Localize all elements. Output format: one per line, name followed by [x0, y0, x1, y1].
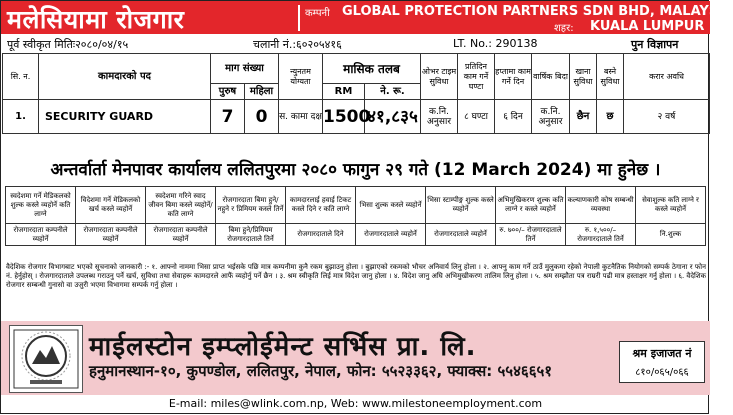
cost-header: विदेशमा गर्ने मेडिकलको खर्च कस्ले व्यहोर्ने — [76, 187, 146, 224]
header-bar — [1, 1, 733, 34]
cell-daily-hours: ८ घण्टा — [458, 100, 495, 134]
cell-salary-rm: 1500 — [323, 100, 365, 134]
cost-header: कामदारलाई हवाई टिकट कस्ले दिने र कति लाग्ने — [286, 187, 356, 224]
company-label: कम्पनी — [305, 8, 330, 19]
header-divider — [298, 5, 300, 31]
cost-value: रोजगारदाताले दिने — [286, 224, 356, 246]
col-salary: मासिक तलब — [323, 54, 421, 84]
cost-header: कल्याणकारी कोष सम्बन्धी व्यवस्था — [566, 187, 636, 224]
cost-value: रोजगारदाता कम्पनीले व्यहोर्ने — [76, 224, 146, 246]
cell-min-qualification: स. कामा दक्ष — [279, 100, 323, 134]
license-label: श्रम इजाजत नं — [632, 347, 692, 360]
chalani-number: चलानी नं.:६०२०५४१६ — [253, 38, 342, 51]
cell-weekly-days: ६ दिन — [495, 100, 532, 134]
cost-table — [5, 186, 706, 246]
interview-notice: अन्तर्वार्ता मेनपावर कार्यालय ललितपुरमा २०८० फागुन २९ गते (12 March 2024) मा हुनेछ । — [50, 160, 661, 180]
table-row — [3, 100, 710, 134]
agency-address: हनुमानस्थान-१०, कुपण्डोल, ललितपुर, नेपाल, फोन: ५५२३३६२, फ्याक्स: ५५४६६५१ — [89, 362, 553, 380]
cost-value: नि.शुल्क — [636, 224, 706, 246]
lt-number: LT. No.: 290138 — [453, 37, 538, 50]
cost-value: रोजगारदाता कम्पनीले व्यहोर्ने — [6, 224, 76, 246]
col-food: खाना सुविधा — [570, 54, 597, 100]
cell-annual-leave: क.नि. अनुसार — [532, 100, 570, 134]
col-accommodation: बस्ने सुविधा — [597, 54, 624, 100]
cost-value: रु. ७००/– रोजगारदाताले तिर्ने — [496, 224, 566, 246]
license-number: ८१०/०६५/०६६ — [635, 367, 689, 378]
approval-date: पूर्व स्वीकृत मितिः२०८०/०४/१५ — [7, 38, 129, 51]
cost-header: स्वदेशमा गर्ने मेडिकलको शुल्क कस्ले व्यहोर्ने कति लाग्ने — [6, 187, 76, 224]
page-title: मलेसियामा रोजगार — [7, 5, 185, 34]
cell-sn: 1. — [3, 100, 39, 134]
col-contract: करार अवधि — [624, 54, 710, 100]
contact-footer: E-mail: miles@wlink.com.np, Web: www.milestoneemployment.com — [168, 397, 543, 410]
cell-salary-npr: ४१,८३५ — [365, 100, 421, 134]
col-female: महिला — [245, 84, 279, 100]
company-name: GLOBAL PROTECTION PARTNERS SDN BHD, MALAYSIA — [342, 4, 733, 19]
cost-header: भिसा स्टाम्पीङ्ग शुल्क कस्ले व्यहोर्ने — [426, 187, 496, 224]
cell-female: 0 — [245, 100, 279, 134]
col-weekly-days: हप्तामा काम गर्ने दिन — [495, 54, 532, 100]
col-demand: माग संख्या — [211, 54, 279, 84]
cost-value: रोजगारदाताले व्यहोर्ने — [356, 224, 426, 246]
agency-logo — [9, 325, 83, 393]
cell-contract: २ वर्ष — [624, 100, 710, 134]
cost-value: बिमा हुने/प्रिमियम रोजगारदाताले तिर्ने — [216, 224, 286, 246]
col-daily-hours: प्रतिदिन काम गर्ने घण्टा — [458, 54, 495, 100]
cell-position: SECURITY GUARD — [39, 100, 211, 134]
city-label: शहर: — [554, 23, 574, 34]
cost-header: स्वदेशमा गरिने स्वाद जीवन बिमा कस्ले व्यहोर्ने/कति लाग्ने — [146, 187, 216, 224]
terms-text: वैदेशिक रोजगार विभागबाट भएको सूचनाको जानकारी :- १. आफ्नो नाममा भिसा प्राप्त भईसके पछि मात्र कम्पनीमा कुनै रकम बुझाउनु होला । बुझाएको रकमको भौचर अनिवार्य लिनु होला । २. आफ्नु काम गर्ने ठाउँ मुलुकमा रहेको नेपाली कुटनैतिक नियोगको सम्पर्क ठेगाना र फोन नं. हेर्नुहोस् । रोजगारदाताले उपलब्ध गराउनु पर्ने खर्च, सुविधा तथा सेवाहरू कामदारले आफैं व्यहोर्नु पर्ने छैन । ३. श्रम स्वीकृति लिई मात्र विदेश जानु होला । ४. विदेश जानु अघि अभिमुखीकरण तालिम लिनु होला । ५. श्रम सम्झौता पत्र राम्ररी पढी मात्र हस्ताक्षर गर्नु होला । ६. वैदेशिक रोजगार सम्बन्धी गुनासो वा उजुरी भएमा विभागमा सम्पर्क गर्नु होला । — [6, 263, 706, 289]
agency-name: माईलस्टोन इम्प्लोईमेन्ट सर्भिस प्रा. लि. — [89, 332, 477, 362]
cost-header: सेवाशुल्क कति लाग्ने र कस्ले व्यहोर्ने — [636, 187, 706, 224]
city-name: KUALA LUMPUR — [590, 19, 705, 34]
col-overtime: ओभर टाइम सुविधा — [421, 54, 458, 100]
readvertisement-label: पुन विज्ञापन — [631, 38, 679, 51]
cost-value: रु. १,५००/– रोजगारदाताले तिर्ने — [566, 224, 636, 246]
cell-accommodation: छ — [597, 100, 624, 134]
cost-header: अभिमुखिकरण शुल्क कति लाग्ने र कस्ले व्यहोर्ने — [496, 187, 566, 224]
cost-value: रोजगारदाताले व्यहोर्ने — [426, 224, 496, 246]
col-annual-leave: वार्षिक बिदा — [532, 54, 570, 100]
license-box — [619, 341, 705, 383]
col-male: पुरुष — [211, 84, 245, 100]
cell-food: छैन — [570, 100, 597, 134]
cell-male: 7 — [211, 100, 245, 134]
cost-header: रोजगारदाता बिमा हुने/नहुने र प्रिमियम कस्ले तिर्ने — [216, 187, 286, 224]
col-position: कामदारको पद — [39, 54, 211, 100]
col-rm: RM — [323, 84, 365, 100]
col-sn: सि. न. — [3, 54, 39, 100]
cost-value: रोजगारदाता कम्पनीले व्यहोर्ने — [146, 224, 216, 246]
job-details-table — [2, 53, 710, 134]
cell-overtime: क.नि. अनुसार — [421, 100, 458, 134]
col-min-qualification: न्युनतम योग्यता — [279, 54, 323, 100]
cost-header: भिसा शुल्क कस्ले व्यहोर्ने — [356, 187, 426, 224]
col-npr: ने. रू. — [365, 84, 421, 100]
